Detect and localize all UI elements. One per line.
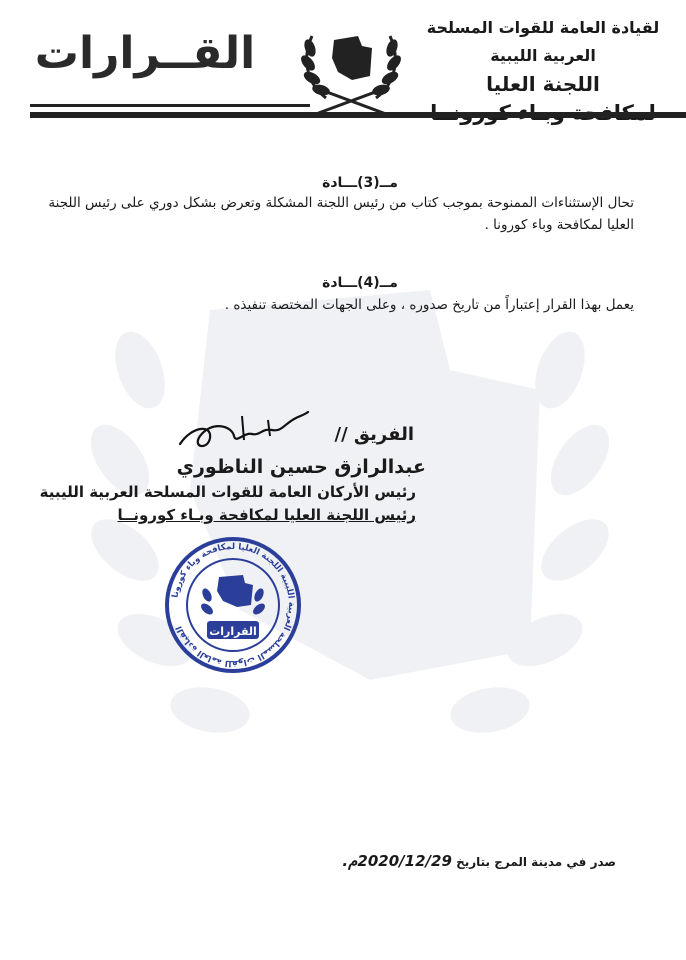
header-rule-thin: [30, 104, 310, 107]
article-3-heading: مــ(3)ـــادة: [322, 175, 398, 191]
official-seal-icon: [163, 535, 303, 675]
signer-title-committee-head: رئيس اللجنة العليا لمكافحة وبـاء كورونــا: [117, 506, 416, 524]
emblem-icon: [296, 18, 406, 118]
header-rule: [30, 112, 686, 118]
seal-inner-text: القرارات: [209, 625, 257, 638]
article-3-text: تحال الإستثناءات الممنوحة بموجب كتاب من رئيس اللجنة المشكلة وتعرض بشكل دوري على رئيس اللجنة العليا لمكافحة وباء كورونا .: [48, 195, 634, 233]
article-4-text: يعمل بهذا القرار إعتباراً من تاريخ صدوره ، وعلى الجهات المختصة تنفيذه .: [224, 297, 634, 313]
document-header-title: القــرارات: [34, 28, 256, 79]
article-4-heading: مــ(4)ـــادة: [322, 275, 398, 291]
document-header-authority: [408, 14, 678, 128]
header-line-command: لقيادة العامة للقوات المسلحة العربية الليبية: [426, 18, 660, 65]
seal-outer-text: القيادة العامة للقوات المسلحة العربية الليبية اللجنة العليا لمكافحة وباء كورونا: [170, 541, 297, 669]
issue-date-line: [342, 852, 616, 870]
issue-date: 2020/12/29م.: [342, 852, 452, 870]
issue-prefix: صدر في مدينة المرج بتاريخ: [456, 855, 616, 869]
handwritten-signature-icon: [172, 406, 312, 456]
header-line-committee: اللجنة العليا: [486, 72, 600, 96]
signer-name: عبدالرازق حسين الناظوري: [176, 456, 426, 478]
signer-rank: الفريق //: [334, 424, 414, 445]
signer-title-chief-of-staff: رئيس الأركان العامة للقوات المسلحة العربية الليبية: [39, 483, 416, 501]
